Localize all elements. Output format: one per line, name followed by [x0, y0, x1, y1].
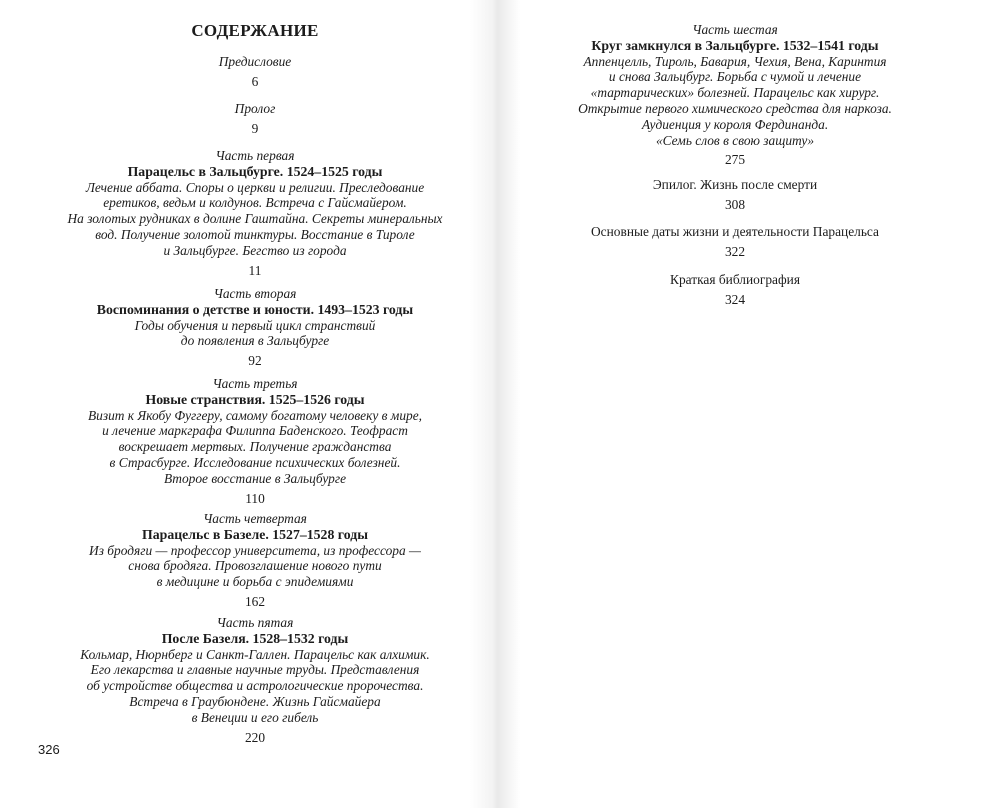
right-toc-entry — [520, 272, 950, 308]
chapter-summary-line: в Страсбурге. Исследование психических болезней. — [109, 454, 401, 470]
chapter-label: Часть пятая — [216, 615, 294, 630]
chapter-summary-line: Из бродяги — профессор университета, из профессора — — [89, 542, 421, 558]
chapter-summary-line: Встреча в Граубюнденe. Жизнь Гайсмайера — [129, 693, 381, 709]
entry-page-number: 162 — [244, 593, 266, 609]
left-toc-entry — [40, 148, 470, 278]
entry-page-number: 322 — [724, 243, 746, 259]
section-title: Эпилог. Жизнь после смерти — [652, 177, 818, 192]
chapter-title: Новые странствия. 1525–1526 годы — [145, 391, 365, 407]
chapter-title: Парацельс в Базеле. 1527–1528 годы — [142, 526, 368, 542]
chapter-summary-line: Визит к Якобу Фуггеру, самому богатому человеку в мире, — [87, 407, 423, 423]
section-title: Краткая библиография — [670, 272, 800, 287]
left-toc-entry — [40, 101, 470, 137]
toc-title: СОДЕРЖАНИЕ — [191, 21, 319, 40]
entry-page-number: 11 — [248, 262, 262, 278]
chapter-label: Пролог — [234, 101, 276, 116]
chapter-summary-line: снова бродяга. Провозглашение нового пути — [128, 558, 382, 574]
entry-page-number: 308 — [724, 196, 746, 212]
left-page — [40, 0, 470, 808]
chapter-label: Часть шестая — [692, 22, 778, 37]
chapter-summary-line: Аудиенция у короля Фердинанда. — [641, 116, 829, 132]
chapter-title: Воспоминания о детстве и юности. 1493–1523 годы — [96, 301, 414, 317]
page-number: 326 — [38, 742, 60, 757]
left-toc-entry — [40, 286, 470, 369]
chapter-title: Круг замкнулся в Зальцбурге. 1532–1541 годы — [591, 37, 879, 53]
chapter-label: Часть первая — [215, 148, 295, 163]
chapter-summary-line: и Зальцбурге. Бегство из города — [163, 242, 347, 258]
chapter-summary-line: Его лекарства и главные научные труды. Представления — [90, 662, 420, 678]
chapter-summary-line: «тартарических» болезней. Парацельс как хирург. — [590, 85, 880, 101]
chapter-label: Предисловие — [218, 54, 292, 69]
chapter-summary-line: еретиков, ведьм и колдунов. Встреча с Гайсмайером. — [103, 195, 407, 211]
entry-page-number: 6 — [251, 73, 259, 89]
chapter-summary-line: и снова Зальцбург. Борьба с чумой и лечение — [608, 69, 862, 85]
book-gutter — [470, 0, 520, 808]
chapter-label: Часть вторая — [213, 286, 297, 301]
entry-page-number: 220 — [244, 729, 266, 745]
left-toc-entry — [40, 511, 470, 610]
left-toc-entry — [40, 376, 470, 506]
chapter-summary-line: Кольмар, Нюрнберг и Санкт-Галлен. Парацельс как алхимик. — [80, 646, 430, 662]
left-toc-entry — [40, 615, 470, 745]
chapter-label: Часть четвертая — [203, 511, 307, 526]
entry-page-number: 275 — [724, 152, 746, 168]
chapter-title: После Базеля. 1528–1532 годы — [161, 630, 349, 646]
chapter-summary-line: Открытие первого химического средства для наркоза. — [578, 100, 892, 116]
chapter-summary-line: вод. Получение золотой тинктуры. Восстание в Тироле — [95, 226, 415, 242]
entry-page-number: 92 — [248, 353, 262, 369]
left-toc-entry — [40, 54, 470, 90]
chapter-summary-line: в медицине и борьба с эпидемиями — [156, 574, 354, 590]
chapter-label: Часть третья — [212, 376, 298, 391]
right-toc-entry — [520, 224, 950, 260]
right-toc-entry — [520, 177, 950, 213]
entry-page-number: 110 — [245, 490, 265, 506]
chapter-summary-line: Аппенцелль, Тироль, Бавария, Чехия, Вена, Каринтия — [583, 53, 887, 69]
right-page — [520, 0, 950, 808]
chapter-summary-line: и лечение маркграфа Филиппа Баденского. Теофраст — [102, 423, 408, 439]
chapter-summary-line: до появления в Зальцбурге — [180, 333, 330, 349]
chapter-summary-line: Лечение аббата. Споры о церкви и религии. Преследование — [85, 179, 425, 195]
chapter-summary-line: Годы обучения и первый цикл странствий — [134, 317, 376, 333]
entry-page-number: 9 — [251, 120, 259, 136]
chapter-summary-line: На золотых рудниках в долине Гаштайна. Секреты минеральных — [67, 211, 443, 227]
chapter-summary-line: «Семь слов в свою защиту» — [655, 132, 815, 148]
entry-page-number: 324 — [724, 291, 746, 307]
chapter-summary-line: об устройстве общества и астрологические пророчества. — [86, 678, 424, 694]
chapter-summary-line: в Венеции и его гибель — [191, 709, 319, 725]
section-title: Основные даты жизни и деятельности Парацельса — [591, 224, 879, 239]
right-toc-entry — [520, 22, 950, 168]
chapter-title: Парацельс в Зальцбурге. 1524–1525 годы — [127, 163, 383, 179]
chapter-summary-line: воскрешает мертвых. Получение гражданства — [118, 439, 392, 455]
chapter-summary-line: Второе восстание в Зальцбурге — [163, 470, 347, 486]
